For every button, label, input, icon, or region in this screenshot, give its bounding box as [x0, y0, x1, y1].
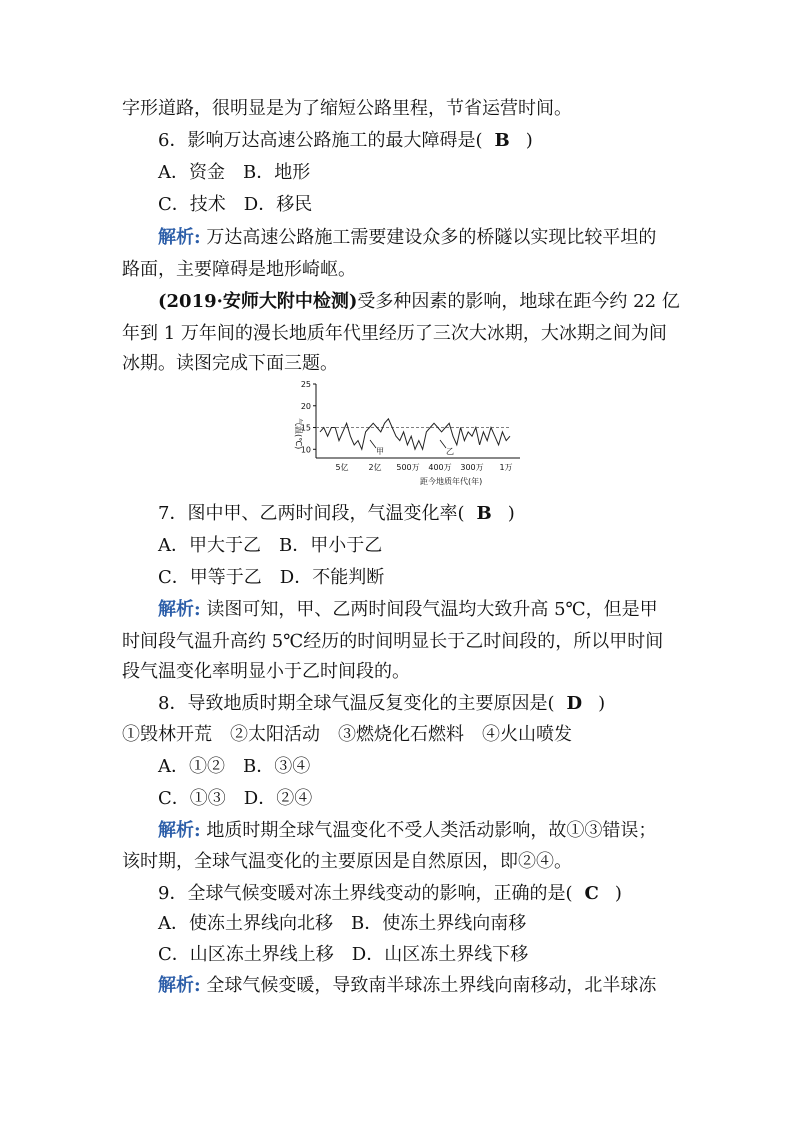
annotation-jia	[370, 440, 384, 456]
options-7b: C．甲等于乙 D．不能判断	[158, 567, 385, 588]
jia-label: 甲	[376, 447, 384, 456]
x-axis-label: 距今地质年代(年)	[420, 477, 483, 486]
x-axis	[316, 458, 520, 472]
answer-9: C	[584, 883, 599, 904]
explanation-6: 解析: 万达高速公路施工需要建设众多的桥隧以实现比较平坦的	[158, 227, 657, 248]
intro-line: (2019·安师大附中检测)受多种因素的影响，地球在距今约 22 亿	[158, 291, 680, 312]
yi-label: 乙	[446, 447, 454, 456]
text-line: 字形道路，很明显是为了缩短公路里程，节省运营时间。	[122, 98, 572, 119]
options-7a: A．甲大于乙 B．甲小于乙	[158, 535, 383, 556]
x-tick-label: 400万	[428, 463, 452, 472]
explanation-7-cont: 段气温变化率明显小于乙时间段的。	[122, 661, 410, 682]
annotation-yi	[440, 440, 454, 456]
y-tick-label: 15	[300, 423, 311, 433]
intro-line: 年到 1 万年间的漫长地质年代里经历了三次大冰期，大冰期之间为间	[122, 323, 667, 344]
options-8b: C．①③ D．②④	[158, 788, 313, 809]
explanation-7-cont: 时间段气温升高约 5℃经历的时间明显长于乙时间段的，所以甲时间	[122, 631, 664, 652]
explanation-label: 解析:	[158, 820, 201, 841]
y-tick-label: 10	[300, 445, 311, 455]
explanation-label: 解析:	[158, 599, 201, 620]
explanation-8: 解析: 地质时期全球气温变化不受人类活动影响，故①③错误；	[158, 820, 657, 841]
options-9a: A．使冻土界线向北移 B．使冻土界线向南移	[158, 913, 527, 934]
x-tick-label: 5亿	[335, 463, 349, 472]
temperature-series-line	[320, 419, 510, 450]
answer-8: D	[566, 693, 583, 714]
options-6b: C．技术 D．移民	[158, 194, 313, 215]
temperature-chart	[280, 378, 550, 490]
answer-7: B	[476, 503, 492, 524]
y-tick-label: 25	[300, 380, 311, 389]
y-axis-label: 气温(℃)	[294, 418, 303, 450]
explanation-label: 解析:	[158, 975, 201, 996]
answer-6: B	[494, 130, 510, 151]
question-9: 9．全球气候变暖对冻土界线变动的影响，正确的是( C )	[158, 883, 622, 904]
source-label: (2019·安师大附中检测)	[158, 291, 358, 312]
question-6: 6．影响万达高速公路施工的最大障碍是( B )	[158, 130, 533, 151]
question-7: 7．图中甲、乙两时间段，气温变化率( B )	[158, 503, 515, 524]
x-tick-label: 2亿	[368, 463, 382, 472]
options-8a: A．①② B．③④	[158, 756, 311, 777]
explanation-label: 解析:	[158, 227, 201, 248]
options-6a: A．资金 B．地形	[158, 162, 311, 183]
y-tick-label: 20	[300, 401, 311, 411]
items-8: ①毁林开荒 ②太阳活动 ③燃烧化石燃料 ④火山喷发	[122, 724, 572, 745]
options-9b: C．山区冻土界线上移 D．山区冻土界线下移	[158, 944, 529, 965]
explanation-8-cont: 该时期，全球气温变化的主要原因是自然原因，即②④。	[122, 851, 572, 872]
question-8: 8．导致地质时期全球气温反复变化的主要原因是( D )	[158, 693, 606, 714]
intro-line: 冰期。读图完成下面三题。	[122, 353, 338, 374]
explanation-7: 解析: 读图可知，甲、乙两时间段气温均大致升高 5℃，但是甲	[158, 599, 658, 620]
explanation-6-cont: 路面，主要障碍是地形崎岖。	[122, 259, 356, 280]
explanation-9: 解析: 全球气候变暖，导致南半球冻土界线向南移动，北半球冻	[158, 975, 657, 996]
x-tick-label: 300万	[460, 463, 484, 472]
x-tick-label: 500万	[396, 463, 420, 472]
x-tick-label: 1万	[499, 463, 513, 472]
